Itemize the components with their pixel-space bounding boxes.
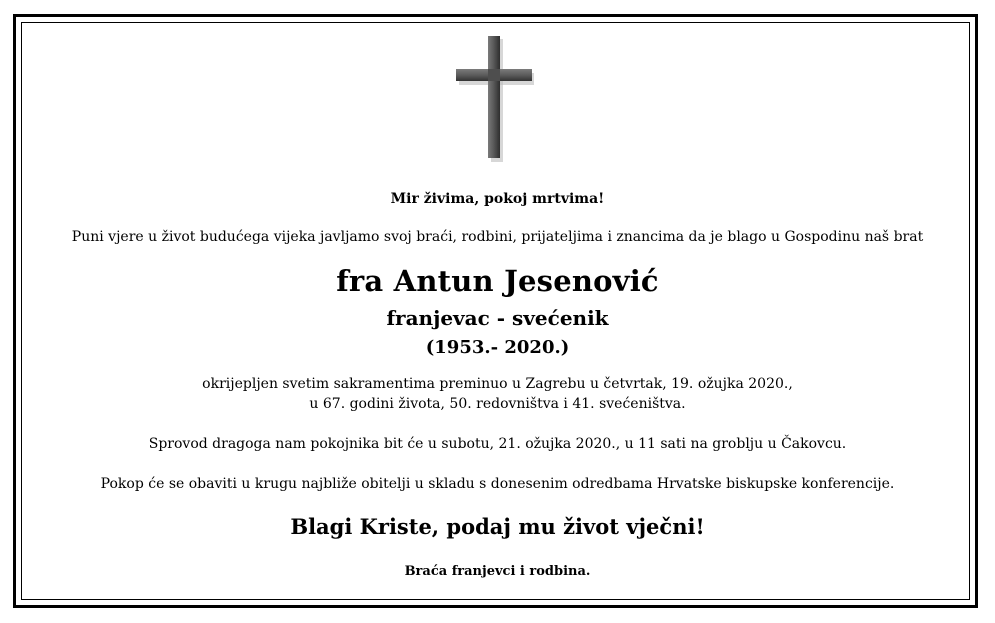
signature: Braća franjevci i rodbina.: [404, 564, 591, 579]
funeral-info: Sprovod dragoga nam pokojnika bit će u subotu, 21. ožujka 2020., u 11 sati na groblju u Čakovcu.: [148, 436, 847, 452]
death-details-line-1: okrijepljen svetim sakramentima preminuo u Zagrebu u četvrtak, 19. ožujka 2020.,: [202, 376, 793, 392]
death-details-line-2: u 67. godini života, 50. redovništva i 41. svećeništva.: [309, 396, 686, 412]
cross-icon: [456, 36, 534, 162]
life-years: (1953.- 2020.): [425, 337, 570, 358]
burial-info: Pokop će se obaviti u krugu najbliže obitelji u skladu s donesenim odredbama Hrvatske biskupske konferencije.: [100, 476, 895, 492]
closing-prayer: Blagi Kriste, podaj mu život vječni!: [290, 514, 705, 539]
intro-text: Puni vjere u život budućega vijeka javljamo svoj braći, rodbini, prijateljima i znancima da je blago u Gospodinu naš brat: [71, 229, 924, 245]
deceased-name: fra Antun Jesenović: [336, 264, 659, 298]
greeting-text: Mir živima, pokoj mrtvima!: [390, 191, 605, 207]
deceased-role: franjevac - svećenik: [386, 306, 609, 330]
